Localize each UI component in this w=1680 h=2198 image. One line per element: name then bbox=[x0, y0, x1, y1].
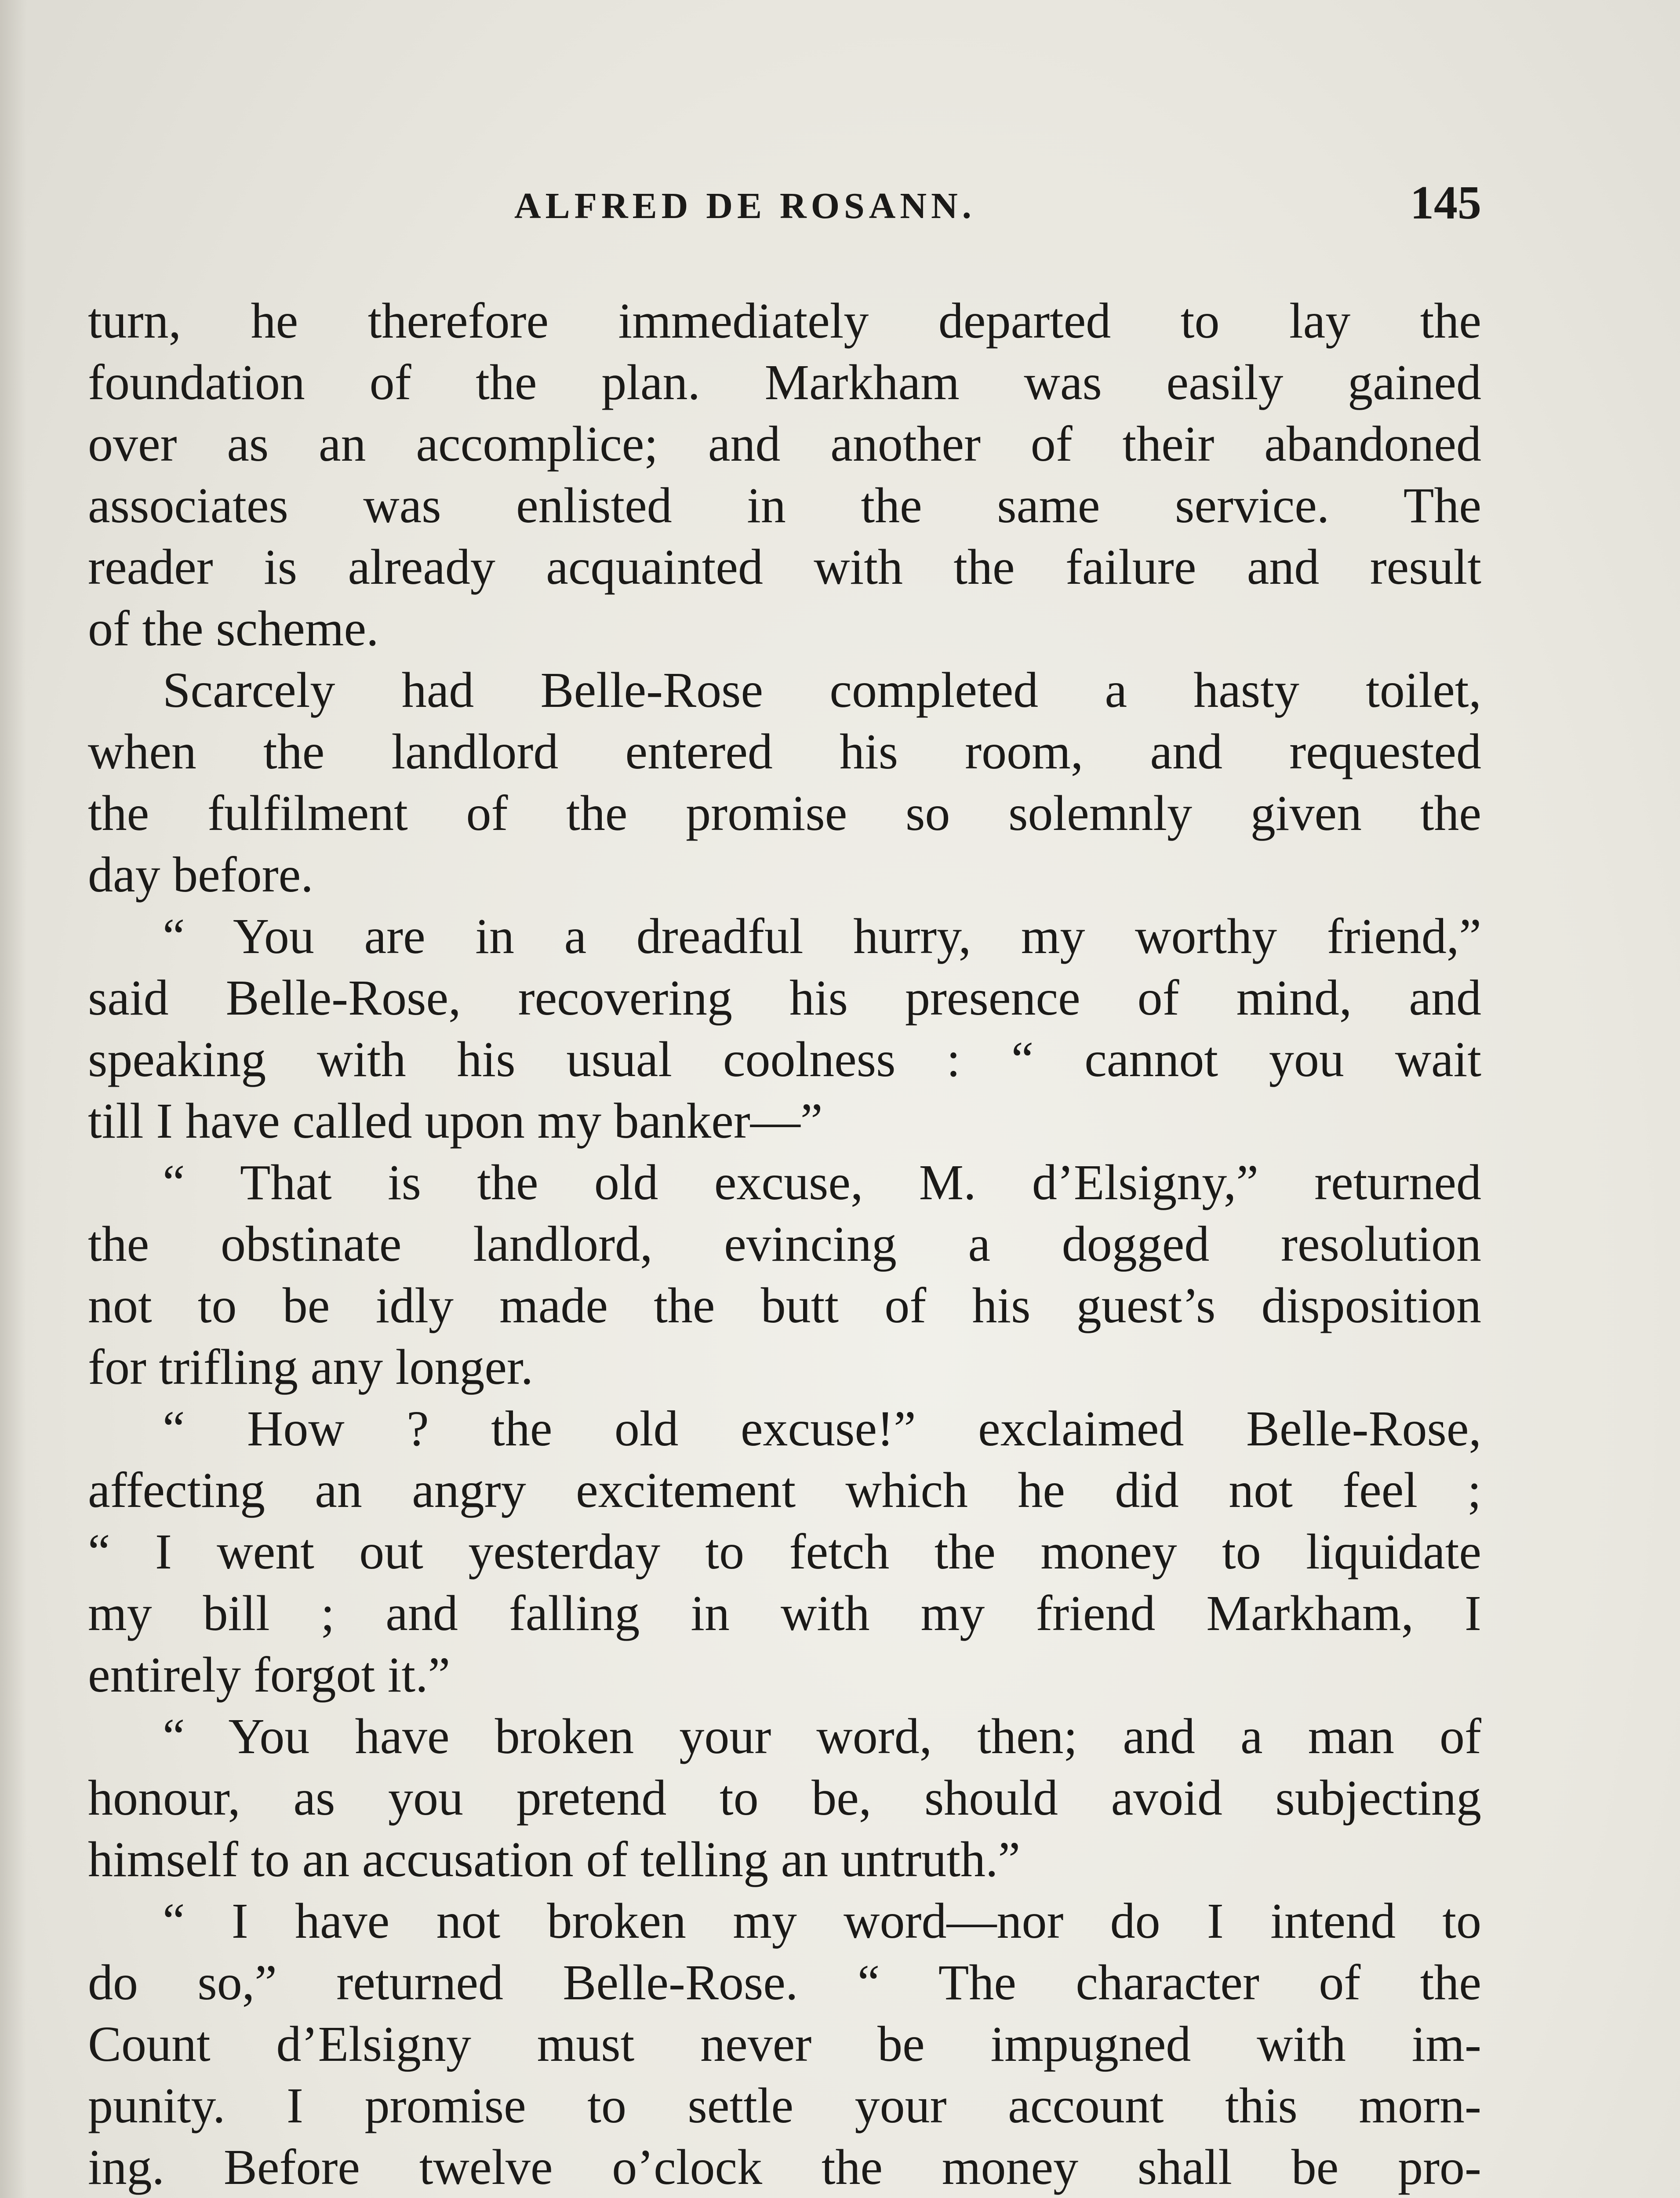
text-line: turn, he therefore immediately departed to lay the bbox=[88, 293, 1481, 349]
body-text bbox=[88, 290, 1481, 2198]
text-line: foundation of the plan. Markham was easily gained bbox=[88, 354, 1481, 410]
text-line: “ You are in a dreadful hurry, my worthy friend,” bbox=[163, 908, 1481, 964]
text-line: do so,” returned Belle-Rose. “ The character of the bbox=[88, 1954, 1481, 2010]
text-line: “ How ? the old excuse!” exclaimed Belle-Rose, bbox=[163, 1401, 1481, 1456]
text-line: “ I went out yesterday to fetch the money to liquidate bbox=[88, 1524, 1481, 1579]
text-line: till I have called upon my banker—” bbox=[88, 1093, 823, 1149]
text-line: “ That is the old excuse, M. d’Elsigny,” returned bbox=[163, 1154, 1481, 1210]
text-line: associates was enlisted in the same service. The bbox=[88, 477, 1481, 533]
text-line: Count d’Elsigny must never be impugned with im- bbox=[88, 2016, 1481, 2072]
text-line: “ You have broken your word, then; and a man of bbox=[163, 1708, 1481, 1764]
text-line: Scarcely had Belle-Rose completed a hasty toilet, bbox=[163, 662, 1481, 718]
text-line: affecting an angry excitement which he did not feel ; bbox=[88, 1462, 1481, 1518]
text-line: honour, as you pretend to be, should avoid subjecting bbox=[88, 1770, 1481, 1826]
text-line: ing. Before twelve o’clock the money shall be pro- bbox=[88, 2139, 1481, 2195]
text-line: the fulfilment of the promise so solemnly given the bbox=[88, 785, 1481, 841]
text-line: speaking with his usual coolness : “ cannot you wait bbox=[88, 1031, 1481, 1087]
text-line: day before. bbox=[88, 847, 313, 902]
page-number: 145 bbox=[1410, 177, 1481, 229]
text-line: himself to an accusation of telling an untruth.” bbox=[88, 1831, 1021, 1887]
running-title: ALFRED DE ROSANN. bbox=[514, 186, 976, 226]
text-line: reader is already acquainted with the failure and result bbox=[88, 539, 1481, 595]
text-line: my bill ; and falling in with my friend Markham, I bbox=[88, 1585, 1481, 1641]
text-line: not to be idly made the butt of his guest’s disposition bbox=[88, 1277, 1481, 1333]
text-line: entirely forgot it.” bbox=[88, 1647, 451, 1703]
text-line: the obstinate landlord, evincing a dogged resolution bbox=[88, 1216, 1481, 1272]
text-line: “ I have not broken my word—nor do I intend to bbox=[163, 1893, 1481, 1949]
text-line: punity. I promise to settle your account this morn- bbox=[88, 2078, 1481, 2133]
text-line: for trifling any longer. bbox=[88, 1339, 534, 1395]
text-line: said Belle-Rose, recovering his presence of mind, and bbox=[88, 970, 1481, 1026]
page-gutter-shadow bbox=[0, 0, 26, 2198]
text-line: over as an accomplice; and another of their abandoned bbox=[88, 416, 1481, 472]
running-head bbox=[88, 176, 1481, 237]
text-line: when the landlord entered his room, and requested bbox=[88, 724, 1481, 779]
text-line: of the scheme. bbox=[88, 600, 379, 656]
